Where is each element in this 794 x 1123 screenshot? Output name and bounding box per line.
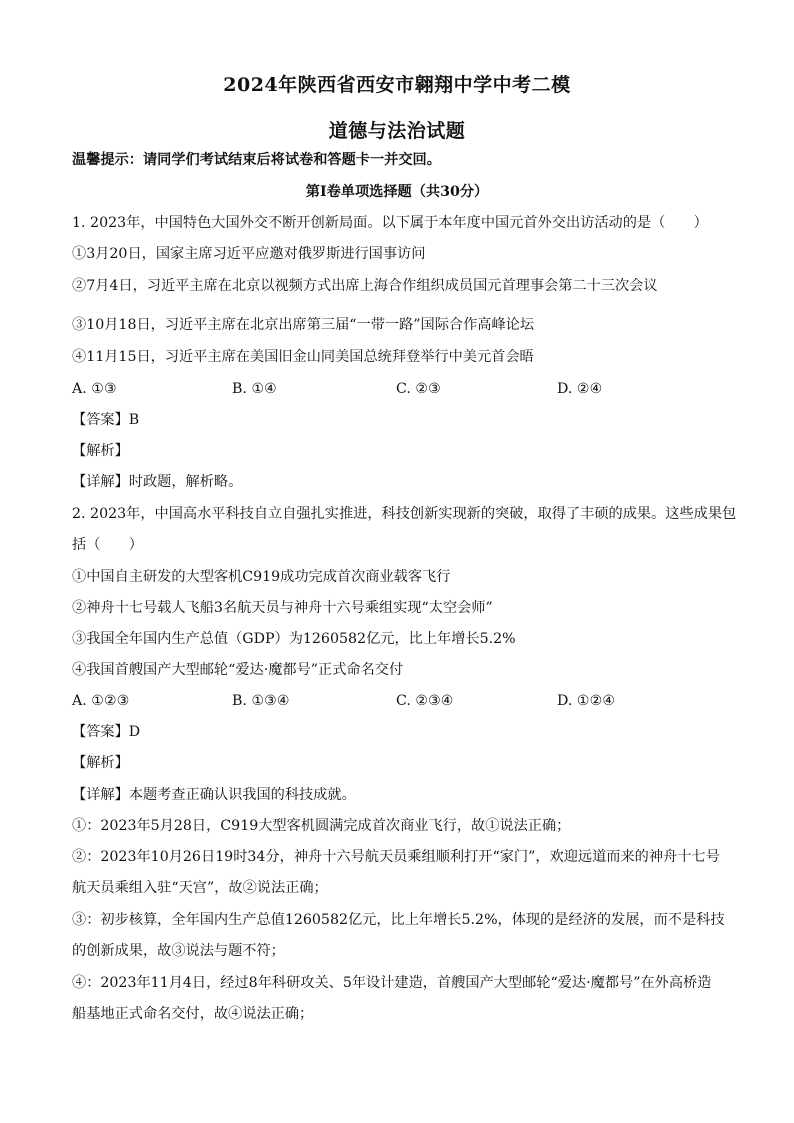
- q2-analysis: 【解析】: [72, 755, 129, 771]
- q2-answer: 【答案】D: [72, 724, 141, 740]
- q2-explanation-2b: 航天员乘组入驻“天宫”，故②说法正确；: [72, 880, 328, 896]
- q1-answer: 【答案】B: [72, 412, 140, 428]
- q1-item-3: ③10月18日，习近平主席在北京出席第三届“一带一路”国际合作高峰论坛: [72, 317, 535, 333]
- notice-text: 温馨提示：请同学们考试结束后将试卷和答题卡一并交回。: [72, 152, 441, 168]
- q1-analysis: 【解析】: [72, 443, 129, 459]
- q2-option-c: C. ②③④: [396, 693, 454, 709]
- q2-explanation-3a: ③：初步核算，全年国内生产总值1260582亿元，比上年增长5.2%，体现的是经济的发展，而不是科技: [72, 912, 725, 928]
- q2-explanation-4b: 船基地正式命名交付，故④说法正确；: [72, 1006, 314, 1022]
- q1-option-c: C. ②③: [396, 381, 441, 397]
- document-subtitle: 道德与法治试题: [328, 120, 466, 142]
- q2-stem-line-2: 括（ ）: [72, 537, 143, 553]
- q2-explanation-1: ①：2023年5月28日，C919大型客机圆满完成首次商业飞行，故①说法正确；: [72, 818, 571, 834]
- q2-item-4: ④我国首艘国产大型邮轮“爱达·魔都号”正式命名交付: [72, 662, 404, 678]
- section-heading: 第Ⅰ卷单项选择题（共30分）: [305, 184, 489, 200]
- q2-item-1: ①中国自主研发的大型客机C919成功完成首次商业载客飞行: [72, 569, 451, 585]
- q2-stem-line-1: 2. 2023年，中国高水平科技自立自强扎实推进，科技创新实现新的突破，取得了丰硕的成果。这些成果包: [72, 506, 737, 522]
- q1-option-a: A. ①③: [72, 381, 117, 397]
- q2-explanation-4a: ④：2023年11月4日，经过8年科研攻关、5年设计建造，首艘国产大型邮轮“爱达·魔都号”在外高桥造: [72, 975, 712, 991]
- q2-item-2: ②神舟十七号载人飞船3名航天员与神舟十六号乘组实现“太空会师”: [72, 600, 493, 616]
- q2-option-d: D. ①②④: [557, 693, 616, 709]
- q2-item-3: ③我国全年国内生产总值（GDP）为1260582亿元，比上年增长5.2%: [72, 631, 516, 647]
- q1-option-d: D. ②④: [557, 381, 603, 397]
- q1-option-b: B. ①④: [232, 381, 277, 397]
- q1-detail: 【详解】时政题，解析略。: [72, 474, 243, 490]
- q1-item-1: ①3月20日，国家主席习近平应邀对俄罗斯进行国事访问: [72, 246, 426, 262]
- q2-option-b: B. ①③④: [232, 693, 290, 709]
- q1-stem: 1. 2023年，中国特色大国外交不断开创新局面。以下属于本年度中国元首外交出访活动的是（ ）: [72, 215, 708, 231]
- q2-detail: 【详解】本题考查正确认识我国的科技成就。: [72, 787, 356, 803]
- q1-item-4: ④11月15日，习近平主席在美国旧金山同美国总统拜登举行中美元首会晤: [72, 349, 534, 365]
- q2-option-a: A. ①②③: [72, 693, 130, 709]
- document-title: 2024年陕西省西安市翱翔中学中考二模: [223, 74, 571, 96]
- q1-item-2: ②7月4日，习近平主席在北京以视频方式出席上海合作组织成员国元首理事会第二十三次会议: [72, 278, 658, 294]
- q2-explanation-3b: 的创新成果，故③说法与题不符；: [72, 943, 285, 959]
- q2-explanation-2a: ②：2023年10月26日19时34分，神舟十六号航天员乘组顺利打开“家门”，欢迎远道而来的神舟十七号: [72, 849, 720, 865]
